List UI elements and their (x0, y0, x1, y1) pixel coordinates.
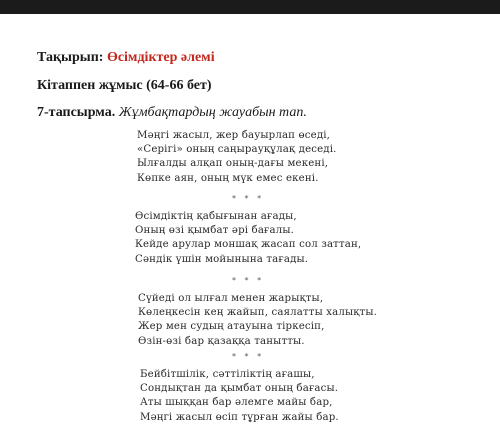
top-dark-bar (0, 0, 500, 14)
riddle-line: Мәңгі жасыл, жер бауырлап өседі, (137, 130, 331, 141)
riddle-line: Аты шыққан бар әлемге майы бар, (140, 397, 333, 409)
riddle-line: Жер мен судың атауына тіркесіп, (138, 321, 325, 333)
riddle-3 (138, 292, 377, 349)
riddle-1 (137, 129, 337, 186)
riddle-line: Бейбітшілік, сәттіліктің ағашы, (140, 369, 315, 380)
riddle-line: Өзін-өзі бар қазаққа танытты. (138, 335, 305, 347)
riddle-line: Көпке аян, оның мүк емес екені. (137, 172, 319, 184)
riddle-line: Көлеңкесін кең жайып, саялатты халықты. (138, 307, 377, 319)
task-heading (37, 105, 307, 121)
separator-stars: * * * (232, 276, 265, 285)
topic-heading (37, 50, 215, 66)
task-instruction: Жұмбақтардың жауабын тап. (118, 105, 307, 120)
riddle-4 (140, 368, 339, 425)
riddle-line: Оның өзі қымбат әрі бағалы. (135, 225, 295, 237)
topic-label: Тақырып: (37, 50, 104, 65)
riddle-line: Сәндік үшін мойынына тағады. (135, 253, 309, 265)
work-line: Кітаппен жұмыс (64-66 бет) (37, 78, 212, 93)
riddle-line: Мәңгі жасыл өсіп тұрған жайы бар. (140, 411, 339, 423)
task-label: 7-тапсырма. (37, 105, 116, 120)
riddle-line: Ылғалды алқап оның-дағы мекені, (137, 158, 329, 170)
topic-value: Өсімдіктер әлемі (106, 50, 215, 65)
riddle-2 (135, 210, 361, 267)
riddle-line: Кейде арулар моншақ жасап сол заттан, (135, 239, 362, 251)
riddle-line: «Серігі» оның саңырауқұлақ деседі. (137, 144, 337, 156)
riddle-line: Сүйеді ол ылғал менен жарықты, (138, 293, 324, 304)
separator-stars: * * * (232, 352, 265, 361)
riddle-line: Өсімдіктің қабығынан ағады, (135, 211, 297, 222)
riddle-line: Сондықтан да қымбат оның бағасы. (140, 383, 339, 395)
separator-stars: * * * (232, 194, 265, 203)
